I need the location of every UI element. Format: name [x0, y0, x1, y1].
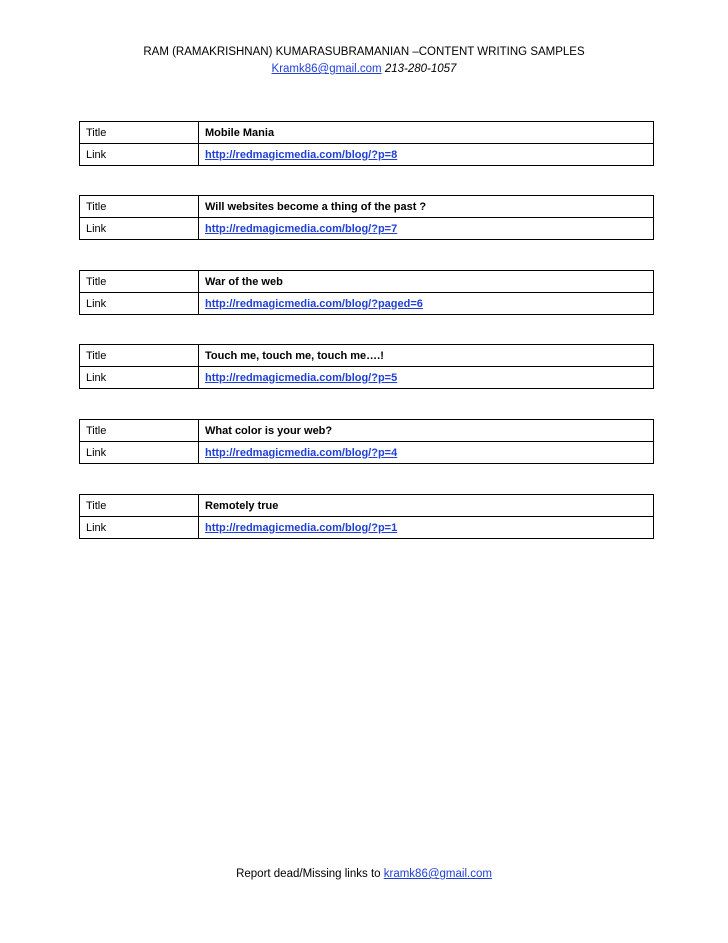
- sample-title: Touch me, touch me, touch me….!: [199, 345, 654, 367]
- sample-link[interactable]: http://redmagicmedia.com/blog/?p=8: [205, 148, 398, 161]
- sample-title: Mobile Mania: [199, 122, 654, 144]
- sample-table-3: [79, 270, 654, 315]
- title-label: Title: [80, 122, 199, 144]
- page-title: RAM (RAMAKRISHNAN) KUMARASUBRAMANIAN –CONTENT WRITING SAMPLES: [143, 46, 585, 58]
- link-label: Link: [80, 442, 199, 464]
- page-footer: [0, 868, 728, 880]
- page-header: [0, 44, 728, 78]
- link-label: Link: [80, 144, 199, 166]
- sample-table-1: [79, 121, 654, 166]
- footer-email-link[interactable]: kramk86@gmail.com: [383, 868, 492, 880]
- footer-text: Report dead/Missing links to: [236, 868, 381, 880]
- contact-line: [0, 61, 728, 78]
- sample-link[interactable]: http://redmagicmedia.com/blog/?p=7: [205, 222, 398, 235]
- link-row: [80, 517, 654, 539]
- link-row: [80, 442, 654, 464]
- title-row: [80, 420, 654, 442]
- sample-table-4: [79, 344, 654, 389]
- link-row: [80, 293, 654, 315]
- title-label: Title: [80, 196, 199, 218]
- title-label: Title: [80, 495, 199, 517]
- title-label: Title: [80, 420, 199, 442]
- link-label: Link: [80, 293, 199, 315]
- header-phone: 213-280-1057: [384, 63, 457, 75]
- title-row: [80, 495, 654, 517]
- sample-link[interactable]: http://redmagicmedia.com/blog/?paged=6: [205, 297, 423, 310]
- sample-title: War of the web: [199, 271, 654, 293]
- title-row: [80, 196, 654, 218]
- title-label: Title: [80, 345, 199, 367]
- sample-link[interactable]: http://redmagicmedia.com/blog/?p=5: [205, 371, 398, 384]
- sample-link[interactable]: http://redmagicmedia.com/blog/?p=4: [205, 446, 398, 459]
- sample-title: Remotely true: [199, 495, 654, 517]
- sample-table-5: [79, 419, 654, 464]
- title-label: Title: [80, 271, 199, 293]
- link-label: Link: [80, 367, 199, 389]
- sample-link[interactable]: http://redmagicmedia.com/blog/?p=1: [205, 521, 398, 534]
- sample-table-6: [79, 494, 654, 539]
- link-label: Link: [80, 517, 199, 539]
- title-row: [80, 345, 654, 367]
- sample-table-2: [79, 195, 654, 240]
- link-row: [80, 144, 654, 166]
- sample-title: Will websites become a thing of the past ?: [199, 196, 654, 218]
- link-row: [80, 218, 654, 240]
- sample-title: What color is your web?: [199, 420, 654, 442]
- header-email-link[interactable]: Kramk86@gmail.com: [271, 63, 382, 75]
- link-label: Link: [80, 218, 199, 240]
- title-row: [80, 122, 654, 144]
- title-row: [80, 271, 654, 293]
- link-row: [80, 367, 654, 389]
